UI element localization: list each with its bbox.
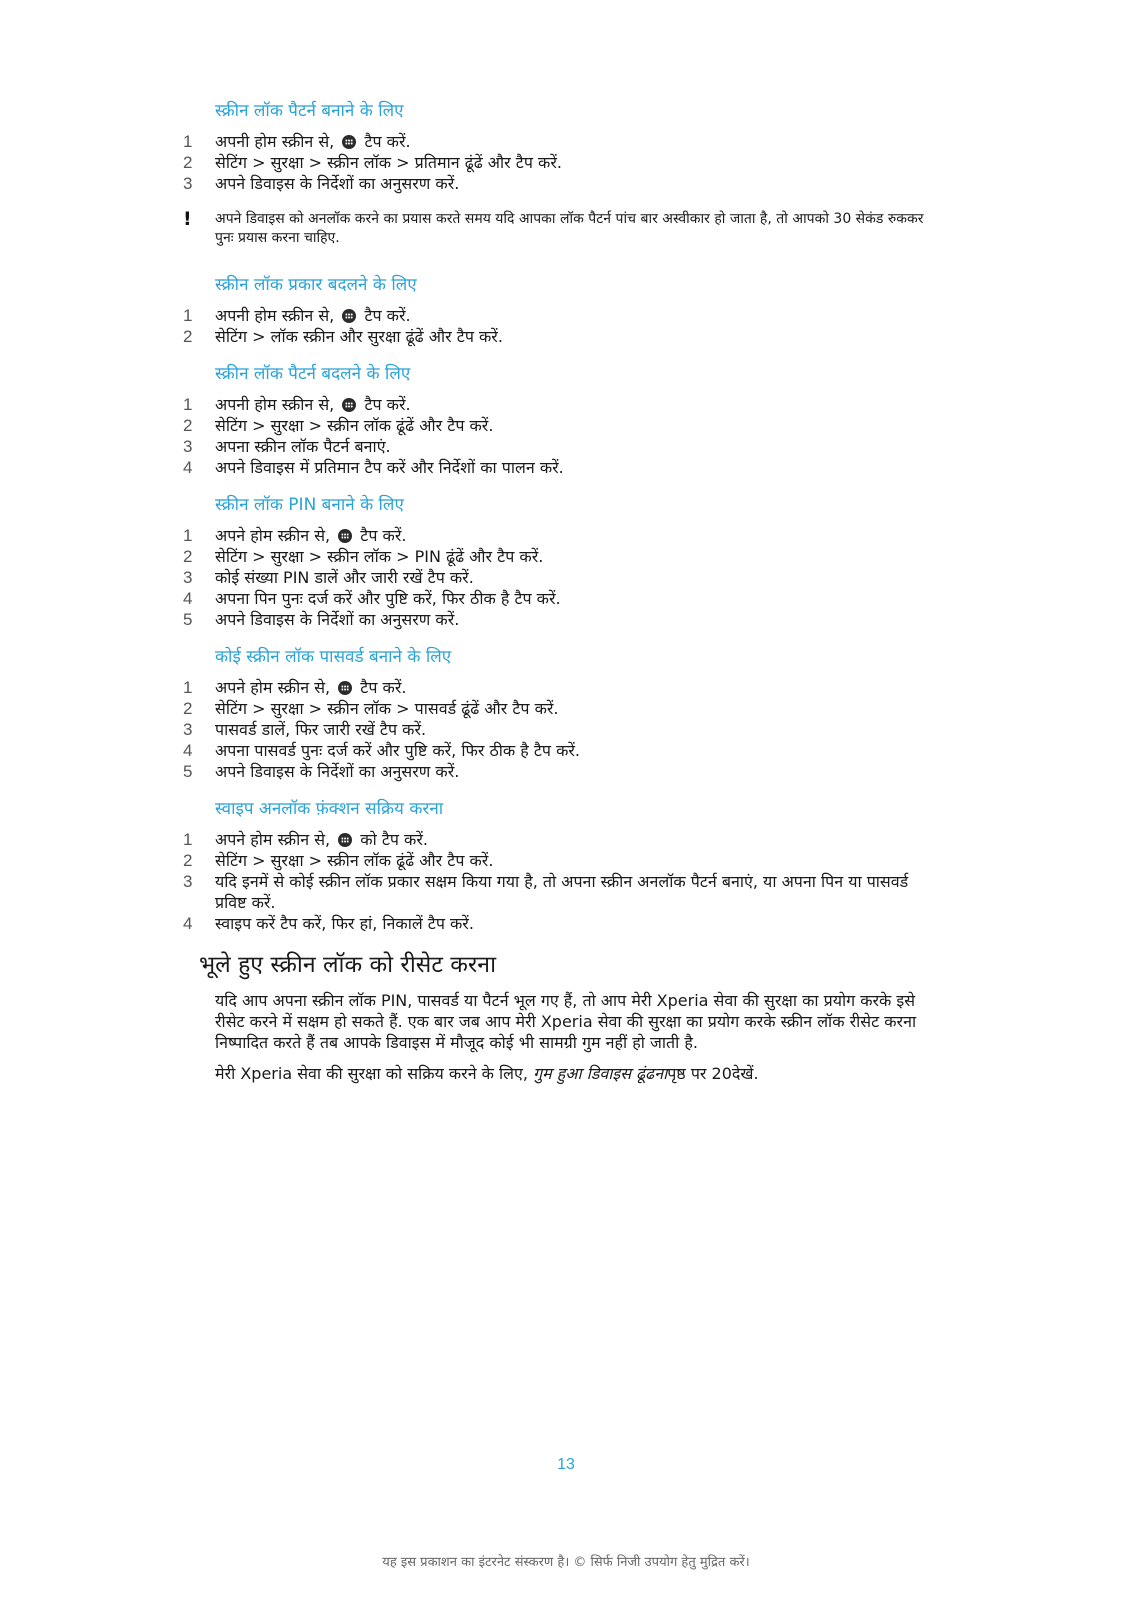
step-number: 2 xyxy=(183,851,193,870)
step-text: सेटिंग > सुरक्षा > स्क्रीन लॉक > PIN ढूंढें और टैप करें. xyxy=(215,547,544,566)
step-number: 3 xyxy=(183,568,193,587)
step-item xyxy=(183,698,943,719)
page-content xyxy=(183,100,943,1094)
step-number: 5 xyxy=(183,762,193,781)
step-item xyxy=(183,761,943,782)
step-text: अपना पिन पुनः दर्ज करें और पुष्टि करें, फिर ठीक है टैप करें. xyxy=(215,589,561,608)
step-number: 3 xyxy=(183,174,193,193)
step-number: 1 xyxy=(183,678,193,697)
step-text: टैप करें. xyxy=(364,306,411,325)
section-heading: स्क्रीन लॉक प्रकार बदलने के लिए xyxy=(215,275,417,295)
step-item xyxy=(183,436,943,457)
step-number: 4 xyxy=(183,914,193,933)
step-text: स्वाइप करें टैप करें, फिर हां, निकालें टैप करें. xyxy=(215,914,474,933)
step-text: पासवर्ड डालें, फिर जारी रखें टैप करें. xyxy=(215,720,427,739)
step-number: 4 xyxy=(183,589,193,608)
step-item xyxy=(183,677,943,698)
step-number: 2 xyxy=(183,416,193,435)
step-number: 2 xyxy=(183,153,193,172)
step-text: सेटिंग > लॉक स्क्रीन और सुरक्षा ढूंढें और टैप करें. xyxy=(215,327,503,346)
step-item xyxy=(183,871,943,913)
step-list xyxy=(183,131,943,194)
step-item xyxy=(183,546,943,567)
step-text: कोई संख्या PIN डालें और जारी रखें टैप करें. xyxy=(215,568,474,587)
warning-icon: ! xyxy=(183,208,192,230)
step-item xyxy=(183,567,943,588)
step-number: 4 xyxy=(183,458,193,477)
apps-icon xyxy=(338,529,352,543)
step-item xyxy=(183,740,943,761)
step-text: अपने होम स्क्रीन से, xyxy=(215,526,331,545)
reset-heading: भूले हुए स्क्रीन लॉक को रीसेट करना xyxy=(199,952,497,978)
step-text: अपनी होम स्क्रीन से, xyxy=(215,132,335,151)
step-number: 1 xyxy=(183,830,193,849)
step-item xyxy=(183,829,943,850)
page-footer: यह इस प्रकाशन का इंटरनेट संस्करण है। © सिर्फ निजी उपयोग हेतु मुद्रित करें। xyxy=(382,1555,750,1570)
step-text: अपने होम स्क्रीन से, xyxy=(215,678,331,697)
step-item xyxy=(183,173,943,194)
step-number: 3 xyxy=(183,720,193,739)
step-number: 1 xyxy=(183,526,193,545)
step-list xyxy=(183,829,943,934)
step-number: 2 xyxy=(183,327,193,346)
step-item xyxy=(183,913,943,934)
step-text: टैप करें. xyxy=(364,395,411,414)
paragraph-text: मेरी Xperia सेवा की सुरक्षा को सक्रिय करने के लिए, xyxy=(215,1064,528,1083)
step-number: 3 xyxy=(183,872,193,891)
step-number: 1 xyxy=(183,132,193,151)
step-item xyxy=(183,326,943,347)
step-list xyxy=(183,677,943,782)
section-heading: स्क्रीन लॉक पैटर्न बदलने के लिए xyxy=(215,364,411,384)
step-text: टैप करें. xyxy=(360,678,407,697)
step-text: अपने डिवाइस के निर्देशों का अनुसरण करें. xyxy=(215,174,460,193)
apps-icon xyxy=(338,833,352,847)
warning-note xyxy=(183,210,943,248)
section-heading: स्क्रीन लॉक PIN बनाने के लिए xyxy=(215,495,404,515)
reset-paragraph: यदि आप अपना स्क्रीन लॉक PIN, पासवर्ड या पैटर्न भूल गए हैं, तो आप मेरी Xperia सेवा की सुरक्षा का प्रयोग करके इसे रीसेट करने में सक्षम हो सकते हैं. एक बार जब आप मेरी Xperia सेवा की सुरक्षा का प्रयोग करके स्क्रीन लॉक रीसेट करना निष्पादित करते हैं तब आपके डिवाइस में मौजूद कोई भी सामग्री गुम नहीं हो जाती है. xyxy=(215,991,917,1052)
step-item xyxy=(183,609,943,630)
apps-icon xyxy=(342,309,356,323)
step-text: अपने डिवाइस के निर्देशों का अनुसरण करें. xyxy=(215,762,460,781)
step-number: 3 xyxy=(183,437,193,456)
step-text: अपना पासवर्ड पुनः दर्ज करें और पुष्टि करें, फिर ठीक है टैप करें. xyxy=(215,741,580,760)
step-number: 2 xyxy=(183,547,193,566)
apps-icon xyxy=(338,681,352,695)
step-text: टैप करें. xyxy=(360,526,407,545)
note-text: अपने डिवाइस को अनलॉक करने का प्रयास करते समय यदि आपका लॉक पैटर्न पांच बार अस्वीकार हो जाता है, तो आपको 30 सेकंड रुककर पुनः प्रयास करना चाहिए. xyxy=(215,211,924,246)
section-heading: स्क्रीन लॉक पैटर्न बनाने के लिए xyxy=(215,101,404,121)
step-item xyxy=(183,850,943,871)
section-heading: स्वाइप अनलॉक फ़ंक्शन सक्रिय करना xyxy=(215,799,444,819)
step-item xyxy=(183,525,943,546)
page-number: 13 xyxy=(557,1456,575,1473)
step-text: अपना स्क्रीन लॉक पैटर्न बनाएं. xyxy=(215,437,391,456)
cross-reference-link[interactable]: गुम हुआ डिवाइस ढूंढना xyxy=(533,1064,668,1083)
step-item xyxy=(183,588,943,609)
step-number: 1 xyxy=(183,395,193,414)
step-text: अपने होम स्क्रीन से, xyxy=(215,830,331,849)
step-text: सेटिंग > सुरक्षा > स्क्रीन लॉक ढूंढें और टैप करें. xyxy=(215,416,494,435)
step-text: यदि इनमें से कोई स्क्रीन लॉक प्रकार सक्षम किया गया है, तो अपना स्क्रीन अनलॉक पैटर्न बनाएं, या अपना पिन या पासवर्ड प्रविष्ट करें. xyxy=(215,872,909,912)
step-number: 5 xyxy=(183,610,193,629)
step-text: अपने डिवाइस में प्रतिमान टैप करें और निर्देशों का पालन करें. xyxy=(215,458,564,477)
step-number: 1 xyxy=(183,306,193,325)
step-text: अपनी होम स्क्रीन से, xyxy=(215,306,335,325)
step-item xyxy=(183,305,943,326)
step-text: को टैप करें. xyxy=(360,830,428,849)
step-item xyxy=(183,415,943,436)
step-list xyxy=(183,394,943,478)
step-item xyxy=(183,131,943,152)
step-item xyxy=(183,719,943,740)
step-text: अपने डिवाइस के निर्देशों का अनुसरण करें. xyxy=(215,610,460,629)
apps-icon xyxy=(342,135,356,149)
step-text: टैप करें. xyxy=(364,132,411,151)
section-heading: कोई स्क्रीन लॉक पासवर्ड बनाने के लिए xyxy=(215,647,452,667)
step-item xyxy=(183,457,943,478)
step-item xyxy=(183,152,943,173)
step-text: सेटिंग > सुरक्षा > स्क्रीन लॉक > पासवर्ड ढूंढें और टैप करें. xyxy=(215,699,559,718)
step-item xyxy=(183,394,943,415)
step-list xyxy=(183,525,943,630)
paragraph-text: पृष्ठ पर 20देखें. xyxy=(667,1064,759,1083)
step-number: 2 xyxy=(183,699,193,718)
step-list xyxy=(183,305,943,347)
apps-icon xyxy=(342,398,356,412)
step-text: सेटिंग > सुरक्षा > स्क्रीन लॉक ढूंढें और टैप करें. xyxy=(215,851,494,870)
reset-activation-paragraph xyxy=(215,1063,935,1084)
step-text: अपनी होम स्क्रीन से, xyxy=(215,395,335,414)
step-text: सेटिंग > सुरक्षा > स्क्रीन लॉक > प्रतिमान ढूंढें और टैप करें. xyxy=(215,153,562,172)
step-number: 4 xyxy=(183,741,193,760)
